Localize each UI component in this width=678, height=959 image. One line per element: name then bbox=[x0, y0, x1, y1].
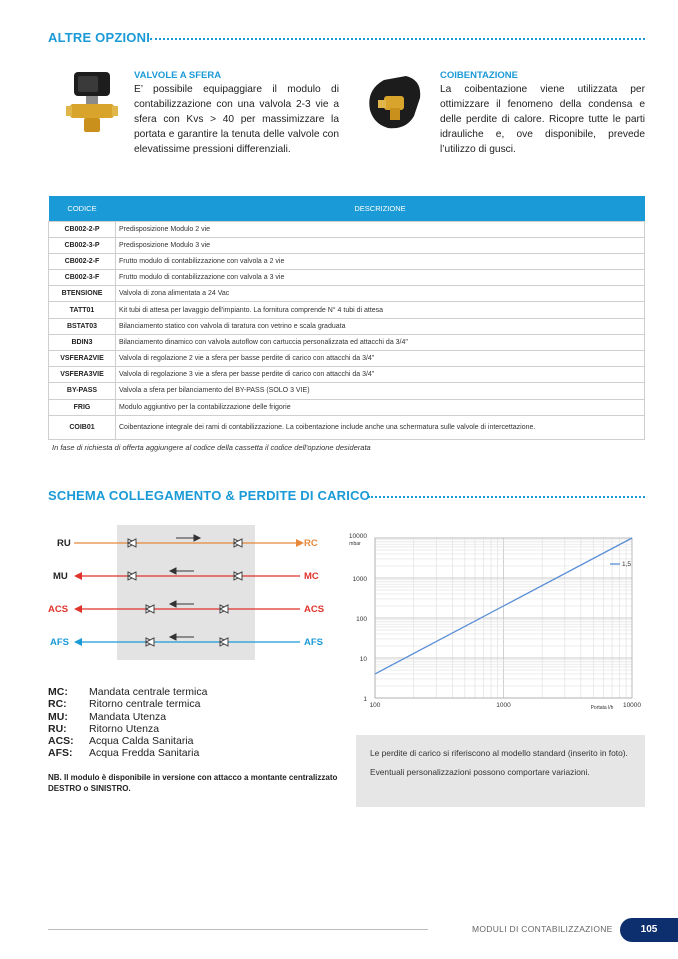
ball-valve-icon bbox=[62, 68, 122, 136]
table-row bbox=[49, 270, 645, 286]
table-row bbox=[49, 351, 645, 367]
legend-item bbox=[48, 723, 207, 735]
table-row bbox=[49, 302, 645, 318]
cell-code: TATT01 bbox=[49, 302, 116, 318]
schema-line-afs bbox=[74, 638, 300, 646]
section-title-schema: SCHEMA COLLEGAMENTO & PERDITE DI CARICO bbox=[48, 488, 370, 503]
cell-code: COIB01 bbox=[49, 415, 116, 439]
cell-desc: Valvola di zona alimentata a 24 Vac bbox=[116, 286, 645, 302]
legend-item bbox=[48, 747, 207, 759]
schema-label-mc: MC bbox=[304, 571, 319, 582]
legend-value: Mandata centrale termica bbox=[89, 686, 208, 698]
insulation-icon bbox=[362, 70, 428, 136]
cell-code: VSFERA2VIE bbox=[49, 351, 116, 367]
legend-key: RU: bbox=[48, 722, 67, 735]
cell-desc: Valvola di regolazione 2 vie a sfera per basse perdite di carico con attacchi da 3/4" bbox=[116, 351, 645, 367]
option-title-coibentazione: COIBENTAZIONE bbox=[440, 70, 518, 81]
legend-item bbox=[48, 735, 207, 747]
schema-label-rc: RC bbox=[304, 538, 318, 549]
footer-title: MODULI DI CONTABILIZZAZIONE bbox=[472, 924, 613, 934]
info-box bbox=[356, 735, 645, 807]
legend-value: Acqua Calda Sanitaria bbox=[89, 735, 194, 748]
cell-code: CB002-2-P bbox=[49, 221, 116, 237]
table-row bbox=[49, 383, 645, 399]
legend-key: ACS: bbox=[48, 735, 74, 748]
cell-desc: Coibentazione integrale dei rami di contabilizzazione. La coibentazione include anche una schermatura sulle valvole di intercettazione. bbox=[116, 415, 645, 439]
table-row bbox=[49, 221, 645, 237]
legend-label: 1,5 bbox=[622, 561, 632, 568]
valve-icons bbox=[128, 539, 242, 646]
table-row bbox=[49, 318, 645, 334]
legend-item bbox=[48, 711, 207, 723]
cell-code: BDIN3 bbox=[49, 334, 116, 350]
cell-desc: Frutto modulo di contabilizzazione con valvola a 3 vie bbox=[116, 270, 645, 286]
cell-code: CB002-2-F bbox=[49, 253, 116, 269]
section-title-altre-opzioni: ALTRE OPZIONI bbox=[48, 30, 151, 45]
table-row bbox=[49, 415, 645, 439]
cell-desc: Kit tubi di attesa per lavaggio dell'impianto. La fornitura comprende N° 4 tubi di attesa bbox=[116, 302, 645, 318]
legend-item bbox=[48, 686, 207, 698]
table-row bbox=[49, 237, 645, 253]
cell-desc: Valvola a sfera per bilanciamento del BY-PASS (SOLO 3 VIE) bbox=[116, 383, 645, 399]
codes-table bbox=[48, 196, 645, 440]
table-row bbox=[49, 253, 645, 269]
cell-code: BY-PASS bbox=[49, 383, 116, 399]
table-note: In fase di richiesta di offerta aggiungere al codice della cassetta il codice dell'opzione desiderata bbox=[52, 443, 371, 452]
cell-code: CB002-3-F bbox=[49, 270, 116, 286]
x-tick-label: 10000 bbox=[622, 702, 642, 709]
cell-code: BSTAT03 bbox=[49, 318, 116, 334]
legend-value: Ritorno centrale termica bbox=[89, 698, 201, 711]
schema-label-afs-right: AFS bbox=[304, 637, 323, 648]
schema-label-acs-left: ACS bbox=[48, 604, 69, 615]
schema-line-acs bbox=[74, 605, 300, 613]
cell-code: BTENSIONE bbox=[49, 286, 116, 302]
schema-label-mu: MU bbox=[53, 571, 68, 582]
cell-desc: Predisposizione Modulo 3 vie bbox=[116, 237, 645, 253]
title-dotted-line bbox=[368, 496, 645, 498]
x-tick-label: 1000 bbox=[496, 702, 511, 709]
legend-key: AFS: bbox=[48, 747, 73, 760]
table-row bbox=[49, 334, 645, 350]
legend-value: Acqua Fredda Sanitaria bbox=[89, 747, 200, 760]
connection-schema bbox=[70, 525, 310, 660]
option-text-valvole: E’ possibile equipaggiare il modulo di contabilizzazione con una valvola 2-3 vie a sfera con Kvs > 40 per massimizzare la portata e garantire la tenuta delle valvole con elevatissime pressioni differenziali. bbox=[134, 84, 339, 155]
cell-desc: Bilanciamento dinamico con valvola autoflow con cartuccia personalizzata ed attacchi da 3/4" bbox=[116, 334, 645, 350]
legend bbox=[48, 686, 207, 760]
y-tick-label: 100 bbox=[356, 616, 367, 623]
legend-value: Ritorno Utenza bbox=[89, 722, 160, 735]
flow-arrow-icons bbox=[170, 535, 200, 640]
legend-item bbox=[48, 698, 207, 710]
schema-label-acs-right: ACS bbox=[304, 604, 325, 615]
x-tick-label: 100 bbox=[369, 702, 381, 709]
info-line-1: Le perdite di carico si riferiscono al modello standard (inserito in foto). bbox=[370, 748, 628, 758]
x-axis-label: Portata l/h bbox=[590, 705, 614, 711]
header-codice: CODICE bbox=[49, 196, 116, 221]
schema-label-ru: RU bbox=[57, 538, 71, 549]
cell-desc: Bilanciamento statico con valvola di taratura con vetrino e scala graduata bbox=[116, 318, 645, 334]
table-row bbox=[49, 286, 645, 302]
header-descrizione: DESCRIZIONE bbox=[116, 196, 645, 221]
footer-divider bbox=[48, 929, 428, 930]
legend-key: RC: bbox=[48, 698, 67, 711]
option-title-valvole: VALVOLE A SFERA bbox=[134, 70, 222, 81]
y-tick-label: 10 bbox=[359, 656, 367, 663]
schema-label-afs-left: AFS bbox=[50, 637, 69, 648]
cell-code: CB002-3-P bbox=[49, 237, 116, 253]
arrow-icon bbox=[296, 539, 304, 547]
cell-code: VSFERA3VIE bbox=[49, 367, 116, 383]
option-text-coibentazione: La coibentazione viene utilizzata per ottimizzare il fenomeno della condensa e delle perdite di calore. Ricopre tutte le parti idrauliche e, ove disponibile, prevede l’utilizzo di gusci. bbox=[440, 84, 645, 155]
info-line-2: Eventuali personalizzazioni possono comportare variazioni. bbox=[370, 767, 590, 777]
y-tick-label: 1 bbox=[363, 696, 367, 703]
legend-value: Mandata Utenza bbox=[89, 710, 167, 723]
legend-key: MU: bbox=[48, 710, 68, 723]
y-tick-label: 10000 bbox=[348, 533, 367, 540]
title-dotted-line bbox=[150, 38, 645, 40]
legend-key: MC: bbox=[48, 686, 68, 698]
cell-desc: Predisposizione Modulo 2 vie bbox=[116, 221, 645, 237]
cell-desc: Modulo aggiuntivo per la contabilizzazione delle frigorie bbox=[116, 399, 645, 415]
cell-code: FRIG bbox=[49, 399, 116, 415]
cell-desc: Frutto modulo di contabilizzazione con valvola a 2 vie bbox=[116, 253, 645, 269]
y-axis-label: mbar bbox=[349, 541, 361, 547]
y-tick-label: 1000 bbox=[352, 576, 367, 583]
table-row bbox=[49, 367, 645, 383]
schema-line-mu bbox=[74, 572, 300, 580]
pressure-loss-chart bbox=[340, 528, 650, 718]
table-row bbox=[49, 399, 645, 415]
cell-desc: Valvola di regolazione 3 vie a sfera per basse perdite di carico con attacchi da 3/4" bbox=[116, 367, 645, 383]
page-number: 105 bbox=[620, 918, 678, 942]
nb-note: NB. Il modulo è disponibile in versione con attacco a montante centralizzato DESTRO o SINISTRO. bbox=[48, 773, 338, 793]
